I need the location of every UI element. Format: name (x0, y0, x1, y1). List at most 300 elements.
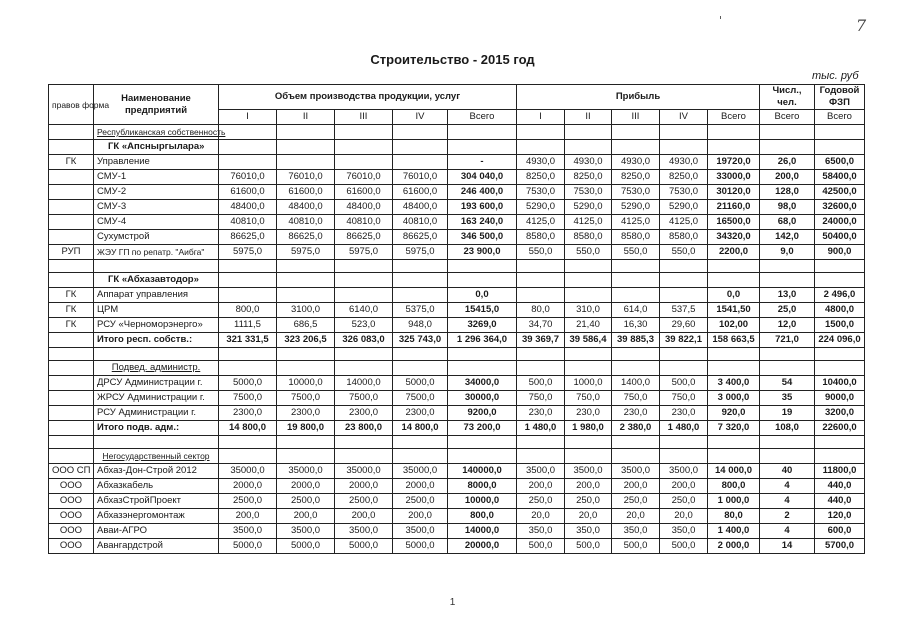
cell-value: 61600,0 (335, 185, 393, 200)
cell-name: СМУ-1 (94, 170, 219, 185)
cell-value: 10000,0 (448, 494, 517, 509)
cell-value: 1 980,0 (565, 421, 612, 436)
cell-value: 8250,0 (612, 170, 660, 185)
cell-name: ГК «Абхазавтодор» (94, 273, 219, 288)
cell-value: 2000,0 (219, 479, 277, 494)
cell-form (49, 436, 94, 449)
cell-value: 600,0 (815, 524, 865, 539)
cell-form: ООО (49, 524, 94, 539)
cell-value: 4930,0 (517, 155, 565, 170)
cell-value: 3 400,0 (708, 376, 760, 391)
header-staff-total: Всего (760, 110, 815, 125)
cell-value (219, 125, 277, 140)
cell-name: Абхазкабель (94, 479, 219, 494)
cell-value (335, 288, 393, 303)
cell-value: 250,0 (517, 494, 565, 509)
cell-value: 80,0 (708, 509, 760, 524)
cell-value: 9000,0 (815, 391, 865, 406)
cell-value (708, 361, 760, 376)
cell-value: 550,0 (612, 245, 660, 260)
cell-value (277, 288, 335, 303)
cell-value: 29,60 (660, 318, 708, 333)
cell-value (448, 449, 517, 464)
cell-value (660, 361, 708, 376)
cell-value: 800,0 (219, 303, 277, 318)
cell-value: 120,0 (815, 509, 865, 524)
cell-value (335, 436, 393, 449)
cell-form (49, 230, 94, 245)
cell-value: 8580,0 (565, 230, 612, 245)
cell-name: СМУ-4 (94, 215, 219, 230)
table-row (49, 125, 865, 140)
cell-value: 3500,0 (335, 524, 393, 539)
cell-value (277, 140, 335, 155)
cell-value (565, 361, 612, 376)
cell-value: 5375,0 (393, 303, 448, 318)
header-staff: Числ., чел. (760, 85, 815, 110)
table-row (49, 348, 865, 361)
cell-value: 4 (760, 524, 815, 539)
cell-value: 4930,0 (565, 155, 612, 170)
cell-value: 4 (760, 479, 815, 494)
cell-value: 5290,0 (660, 200, 708, 215)
cell-value: 920,0 (708, 406, 760, 421)
cell-value: 500,0 (660, 539, 708, 554)
cell-value (708, 260, 760, 273)
cell-name: Управление (94, 155, 219, 170)
cell-value: 30000,0 (448, 391, 517, 406)
cell-value: 8580,0 (660, 230, 708, 245)
cell-value: 2300,0 (393, 406, 448, 421)
cell-value: 4800,0 (815, 303, 865, 318)
cell-name: РСУ Администрации г. (94, 406, 219, 421)
cell-form: ООО (49, 479, 94, 494)
cell-value (517, 348, 565, 361)
cell-value: 23 800,0 (335, 421, 393, 436)
table-row (49, 421, 865, 436)
cell-value: 537,5 (660, 303, 708, 318)
cell-value: 3200,0 (815, 406, 865, 421)
cell-value: 163 240,0 (448, 215, 517, 230)
cell-value: 7500,0 (335, 391, 393, 406)
cell-value: 1 400,0 (708, 524, 760, 539)
cell-name: Аваи-АГРО (94, 524, 219, 539)
cell-name: Авангардстрой (94, 539, 219, 554)
table-row (49, 376, 865, 391)
cell-value: 2 380,0 (612, 421, 660, 436)
cell-value: 550,0 (660, 245, 708, 260)
cell-value: 76010,0 (393, 170, 448, 185)
cell-value: 0,0 (708, 288, 760, 303)
cell-value: 6500,0 (815, 155, 865, 170)
cell-value: 16500,0 (708, 215, 760, 230)
cell-value (660, 125, 708, 140)
cell-value: 2000,0 (335, 479, 393, 494)
table-row (49, 215, 865, 230)
table-row (49, 170, 865, 185)
cell-name: Итого подв. адм.: (94, 421, 219, 436)
cell-value: 76010,0 (335, 170, 393, 185)
cell-value: 40810,0 (335, 215, 393, 230)
cell-name: ЦРМ (94, 303, 219, 318)
cell-value: 34,70 (517, 318, 565, 333)
cell-value: 321 331,5 (219, 333, 277, 348)
cell-value: 1 000,0 (708, 494, 760, 509)
cell-value: 3269,0 (448, 318, 517, 333)
cell-value: 8250,0 (660, 170, 708, 185)
cell-value: 35000,0 (277, 464, 335, 479)
cell-value (277, 436, 335, 449)
cell-value: 24000,0 (815, 215, 865, 230)
header-profit-q3: III (612, 110, 660, 125)
cell-name: ЖЭУ ГП по репатр. "Аибга" (94, 245, 219, 260)
cell-form (49, 170, 94, 185)
cell-value: 40 (760, 464, 815, 479)
cell-value: 2500,0 (219, 494, 277, 509)
cell-value: 19 (760, 406, 815, 421)
cell-value: 48400,0 (335, 200, 393, 215)
cell-value: 5290,0 (565, 200, 612, 215)
cell-value (277, 273, 335, 288)
cell-value (335, 361, 393, 376)
cell-value: 32600,0 (815, 200, 865, 215)
cell-value (612, 260, 660, 273)
cell-value (565, 449, 612, 464)
cell-value: 8580,0 (612, 230, 660, 245)
document-title: Строительство - 2015 год (370, 52, 535, 67)
cell-value: 35000,0 (393, 464, 448, 479)
cell-value: 14 000,0 (708, 464, 760, 479)
cell-value (815, 125, 865, 140)
cell-value (448, 125, 517, 140)
cell-value: 686,5 (277, 318, 335, 333)
cell-value: 7 320,0 (708, 421, 760, 436)
cell-value (448, 348, 517, 361)
cell-value: 21160,0 (708, 200, 760, 215)
cell-value: 76010,0 (277, 170, 335, 185)
cell-name: Подвед. администр. (94, 361, 219, 376)
table-row (49, 260, 865, 273)
cell-value: 350,0 (612, 524, 660, 539)
cell-value: 86625,0 (335, 230, 393, 245)
cell-value (219, 288, 277, 303)
cell-value: 61600,0 (219, 185, 277, 200)
table-row (49, 479, 865, 494)
cell-value (219, 155, 277, 170)
cell-value: 230,0 (660, 406, 708, 421)
cell-value: 550,0 (565, 245, 612, 260)
cell-name: Аппарат управления (94, 288, 219, 303)
cell-value: 3500,0 (219, 524, 277, 539)
cell-value (517, 449, 565, 464)
cell-value: 1111,5 (219, 318, 277, 333)
cell-name: СМУ-2 (94, 185, 219, 200)
cell-value: 1000,0 (565, 376, 612, 391)
cell-value: 5975,0 (277, 245, 335, 260)
cell-form (49, 185, 94, 200)
table-row (49, 230, 865, 245)
cell-value: 350,0 (517, 524, 565, 539)
table-row (49, 539, 865, 554)
cell-form (49, 421, 94, 436)
cell-value (277, 260, 335, 273)
cell-value: 1 296 364,0 (448, 333, 517, 348)
cell-value: 7530,0 (565, 185, 612, 200)
cell-form (49, 200, 94, 215)
page-number-mark: 7 (856, 16, 867, 35)
table-row (49, 288, 865, 303)
table-row (49, 436, 865, 449)
cell-value: 25,0 (760, 303, 815, 318)
cell-value: 7530,0 (660, 185, 708, 200)
cell-value (517, 125, 565, 140)
cell-value (815, 273, 865, 288)
cell-form (49, 391, 94, 406)
cell-value: 500,0 (660, 376, 708, 391)
header-volume: Объем производства продукции, услуг (219, 85, 517, 110)
cell-value: 750,0 (517, 391, 565, 406)
cell-value: 5000,0 (277, 539, 335, 554)
cell-value (219, 449, 277, 464)
cell-value (335, 155, 393, 170)
cell-value: 2500,0 (393, 494, 448, 509)
cell-value: 8250,0 (565, 170, 612, 185)
table-row (49, 333, 865, 348)
cell-value (660, 140, 708, 155)
cell-value (517, 361, 565, 376)
units-label: тыс. руб (812, 70, 859, 82)
cell-value: 900,0 (815, 245, 865, 260)
cell-value: 98,0 (760, 200, 815, 215)
cell-value: 14 (760, 539, 815, 554)
cell-value (219, 140, 277, 155)
cell-name (94, 260, 219, 273)
cell-value (612, 140, 660, 155)
cell-value (708, 449, 760, 464)
corner-mark: ' (719, 14, 723, 27)
cell-value: 3500,0 (612, 464, 660, 479)
cell-value: 142,0 (760, 230, 815, 245)
cell-value: 350,0 (565, 524, 612, 539)
table-row (49, 273, 865, 288)
cell-value (565, 260, 612, 273)
cell-value: 48400,0 (277, 200, 335, 215)
header-vol-total: Всего (448, 110, 517, 125)
header-fund: Годовой ФЗП (815, 85, 865, 110)
cell-value (760, 273, 815, 288)
cell-value: 750,0 (565, 391, 612, 406)
cell-value (393, 348, 448, 361)
cell-value: 7500,0 (393, 391, 448, 406)
cell-value (393, 125, 448, 140)
cell-value: 800,0 (448, 509, 517, 524)
cell-value (565, 436, 612, 449)
cell-value (393, 155, 448, 170)
cell-value: 33000,0 (708, 170, 760, 185)
cell-form: ООО СП (49, 464, 94, 479)
table-row (49, 509, 865, 524)
header-vol-q3: III (335, 110, 393, 125)
cell-value (660, 436, 708, 449)
cell-value: 3 000,0 (708, 391, 760, 406)
cell-name: Сухумстрой (94, 230, 219, 245)
cell-value: 128,0 (760, 185, 815, 200)
cell-value (517, 288, 565, 303)
cell-value: 304 040,0 (448, 170, 517, 185)
cell-value: 2300,0 (277, 406, 335, 421)
cell-value: 948,0 (393, 318, 448, 333)
cell-value: 500,0 (565, 539, 612, 554)
cell-value: 48400,0 (393, 200, 448, 215)
cell-value: 23 900,0 (448, 245, 517, 260)
cell-value: 3500,0 (660, 464, 708, 479)
cell-value: 5700,0 (815, 539, 865, 554)
header-vol-q4: IV (393, 110, 448, 125)
cell-value: 2000,0 (277, 479, 335, 494)
cell-form: РУП (49, 245, 94, 260)
table-header (49, 85, 865, 125)
cell-value (660, 288, 708, 303)
cell-value: 4 (760, 494, 815, 509)
cell-value: 76010,0 (219, 170, 277, 185)
cell-value: 61600,0 (393, 185, 448, 200)
cell-value (517, 273, 565, 288)
cell-value: 15415,0 (448, 303, 517, 318)
cell-value: 0,0 (448, 288, 517, 303)
cell-value: 12,0 (760, 318, 815, 333)
cell-value (277, 155, 335, 170)
table-row (49, 406, 865, 421)
cell-form (49, 125, 94, 140)
cell-value: 2300,0 (219, 406, 277, 421)
table-row (49, 494, 865, 509)
cell-value (219, 273, 277, 288)
cell-form (49, 140, 94, 155)
cell-value: 346 500,0 (448, 230, 517, 245)
cell-name: СМУ-3 (94, 200, 219, 215)
cell-value (517, 436, 565, 449)
cell-value: 19 800,0 (277, 421, 335, 436)
cell-value: 5290,0 (517, 200, 565, 215)
cell-value: 20,0 (517, 509, 565, 524)
cell-value: 1400,0 (612, 376, 660, 391)
cell-value: 58400,0 (815, 170, 865, 185)
cell-value: 4125,0 (660, 215, 708, 230)
header-vol-q1: I (219, 110, 277, 125)
cell-value: 224 096,0 (815, 333, 865, 348)
cell-form (49, 376, 94, 391)
cell-value (565, 125, 612, 140)
cell-value (277, 125, 335, 140)
cell-value: 750,0 (660, 391, 708, 406)
cell-value: 80,0 (517, 303, 565, 318)
cell-value: 5290,0 (612, 200, 660, 215)
cell-name: АбхазСтройПроект (94, 494, 219, 509)
cell-value: 40810,0 (219, 215, 277, 230)
cell-value (448, 273, 517, 288)
cell-value: 2 000,0 (708, 539, 760, 554)
cell-value (760, 361, 815, 376)
cell-value: 500,0 (612, 539, 660, 554)
cell-value: 4125,0 (517, 215, 565, 230)
cell-value: 246 400,0 (448, 185, 517, 200)
cell-value (277, 449, 335, 464)
cell-name (94, 436, 219, 449)
cell-value (335, 140, 393, 155)
cell-value: 2 (760, 509, 815, 524)
table-row (49, 140, 865, 155)
table-row (49, 303, 865, 318)
cell-value (335, 125, 393, 140)
cell-value: 5975,0 (393, 245, 448, 260)
cell-value: 86625,0 (219, 230, 277, 245)
cell-value: 200,0 (277, 509, 335, 524)
cell-value (760, 260, 815, 273)
cell-value: 323 206,5 (277, 333, 335, 348)
cell-value: 86625,0 (277, 230, 335, 245)
cell-name: Итого респ. собств.: (94, 333, 219, 348)
cell-value: 250,0 (612, 494, 660, 509)
cell-value (708, 273, 760, 288)
cell-value: 14 800,0 (393, 421, 448, 436)
cell-form (49, 333, 94, 348)
cell-value (612, 273, 660, 288)
cell-value: 5975,0 (335, 245, 393, 260)
cell-value: 40810,0 (393, 215, 448, 230)
table-row (49, 155, 865, 170)
cell-value (708, 140, 760, 155)
cell-value: 200,0 (612, 479, 660, 494)
cell-value: 35000,0 (219, 464, 277, 479)
cell-value: 3500,0 (517, 464, 565, 479)
cell-value: 500,0 (517, 376, 565, 391)
cell-value (219, 436, 277, 449)
cell-value: 102,00 (708, 318, 760, 333)
cell-value (448, 260, 517, 273)
cell-value (660, 449, 708, 464)
cell-value: 54 (760, 376, 815, 391)
cell-value: 230,0 (612, 406, 660, 421)
cell-value: 9200,0 (448, 406, 517, 421)
cell-value: 20,0 (660, 509, 708, 524)
cell-value: 1 480,0 (517, 421, 565, 436)
table-row (49, 391, 865, 406)
cell-value: 500,0 (517, 539, 565, 554)
cell-value: 20,0 (565, 509, 612, 524)
cell-value (448, 436, 517, 449)
cell-value: 440,0 (815, 494, 865, 509)
cell-value (708, 436, 760, 449)
cell-value: 2500,0 (277, 494, 335, 509)
cell-value: 200,0 (517, 479, 565, 494)
cell-value: 140000,0 (448, 464, 517, 479)
cell-value (815, 449, 865, 464)
table-row (49, 185, 865, 200)
cell-value: 61600,0 (277, 185, 335, 200)
cell-value: 7500,0 (219, 391, 277, 406)
cell-value: 2 496,0 (815, 288, 865, 303)
cell-value: 2000,0 (393, 479, 448, 494)
cell-value: 200,0 (335, 509, 393, 524)
cell-value: 14000,0 (335, 376, 393, 391)
cell-value (335, 273, 393, 288)
cell-value: 3500,0 (393, 524, 448, 539)
cell-value (612, 125, 660, 140)
cell-value: 39 369,7 (517, 333, 565, 348)
cell-value: 13,0 (760, 288, 815, 303)
cell-value: 39 586,4 (565, 333, 612, 348)
cell-value: 7500,0 (277, 391, 335, 406)
